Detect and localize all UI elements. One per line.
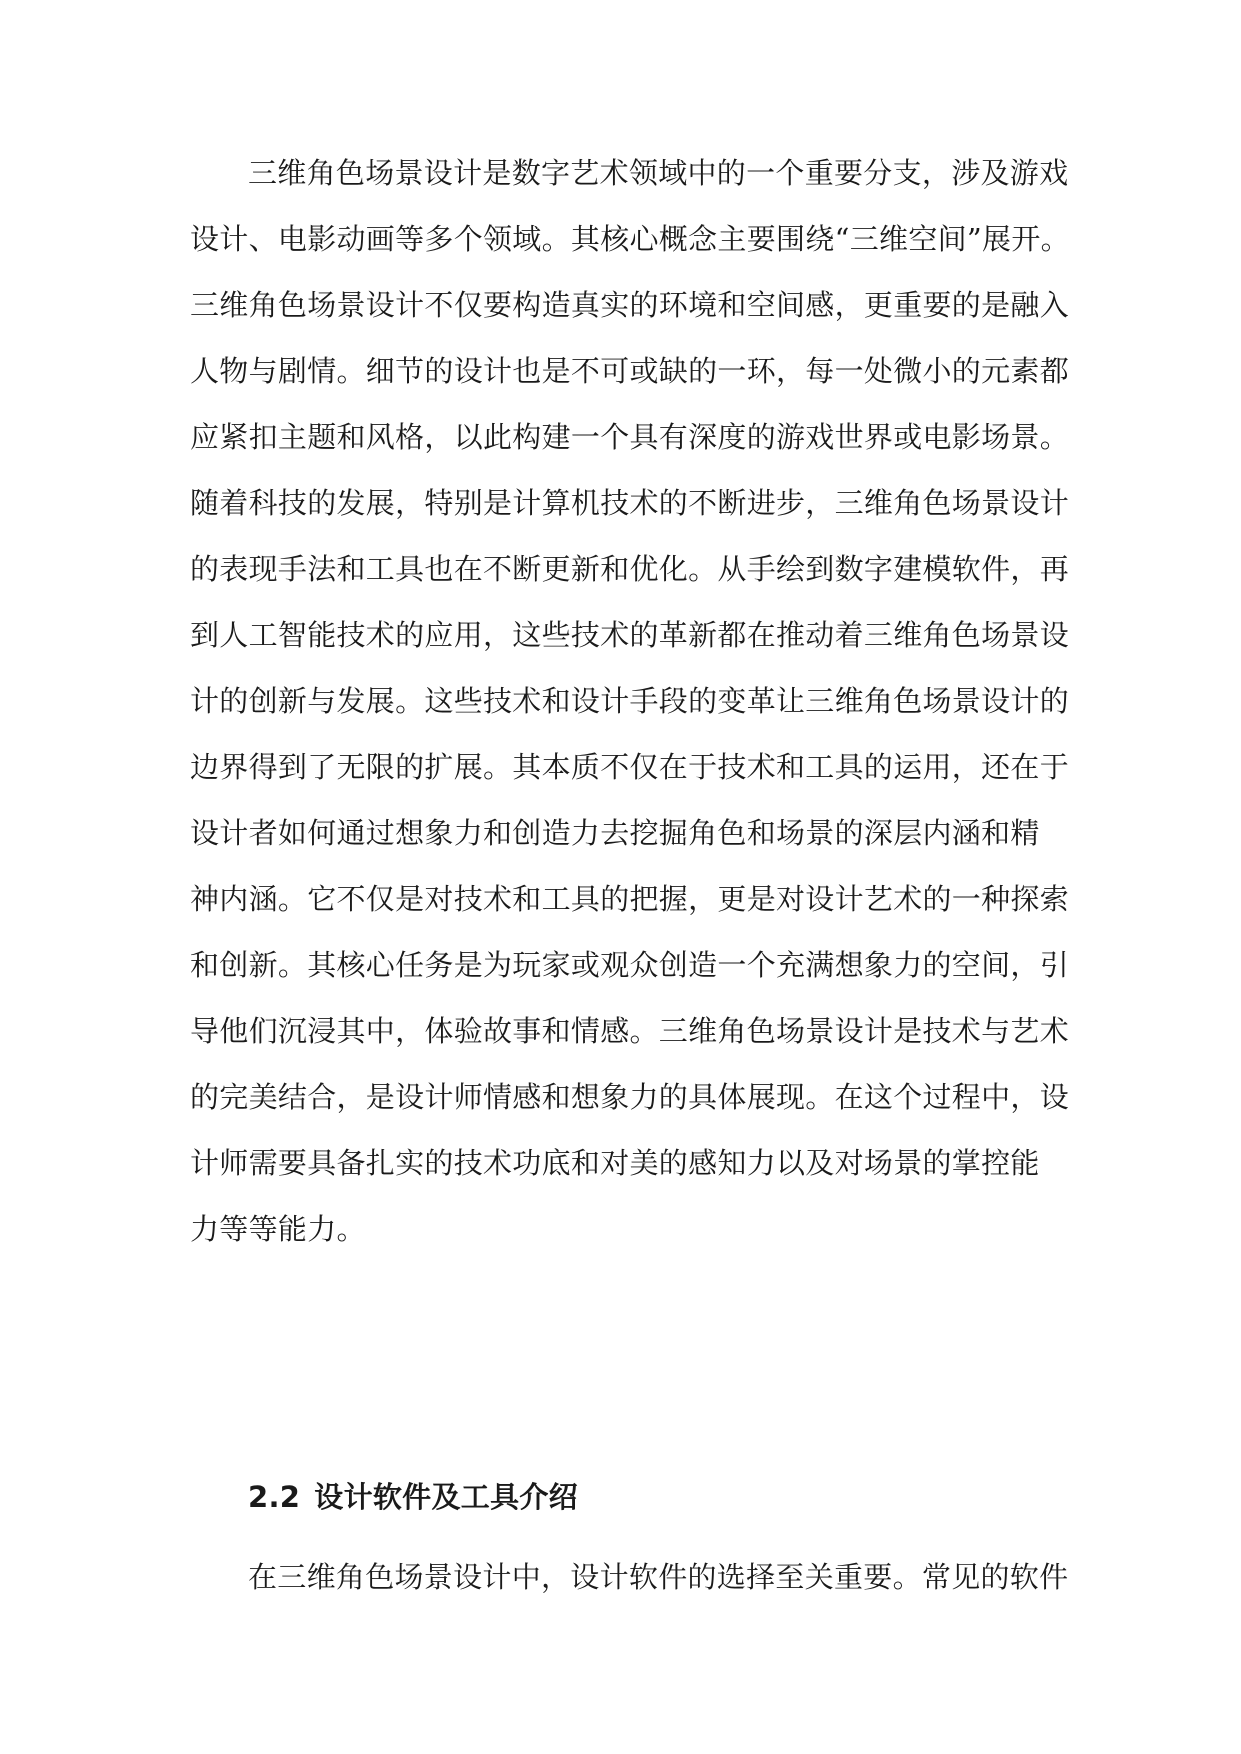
body-paragraph-2: 在三维角色场景设计中，设计软件的选择至关重要。常见的软件 (248, 1560, 1069, 1594)
paragraph-line: 随着科技的发展，特别是计算机技术的不断进步，三维角色场景设计 (190, 486, 1070, 520)
paragraph-line: 神内涵。它不仅是对技术和工具的把握，更是对设计艺术的一种探索 (190, 882, 1070, 916)
body-paragraph-1 (190, 148, 1070, 1270)
section-title: 设计软件及工具介绍 (314, 1480, 578, 1514)
paragraph-line: 到人工智能技术的应用，这些技术的革新都在推动着三维角色场景设 (190, 618, 1070, 652)
paragraph-line: 和创新。其核心任务是为玩家或观众创造一个充满想象力的空间，引 (190, 948, 1070, 982)
paragraph-line: 三维角色场景设计不仅要构造真实的环境和空间感，更重要的是融入 (190, 288, 1070, 322)
section-heading (248, 1472, 578, 1522)
paragraph-line: 三维角色场景设计是数字艺术领域中的一个重要分支，涉及游戏 (248, 156, 1069, 190)
paragraph-line: 计师需要具备扎实的技术功底和对美的感知力以及对场景的掌控能 (190, 1146, 1040, 1180)
paragraph-line: 的完美结合，是设计师情感和想象力的具体展现。在这个过程中，设 (190, 1080, 1070, 1114)
paragraph-line: 应紧扣主题和风格，以此构建一个具有深度的游戏世界或电影场景。 (190, 420, 1070, 454)
paragraph-line: 设计、电影动画等多个领域。其核心概念主要围绕“三维空间”展开。 (190, 222, 1070, 256)
paragraph-line: 的表现手法和工具也在不断更新和优化。从手绘到数字建模软件，再 (190, 552, 1070, 586)
paragraph-line: 导他们沉浸其中，体验故事和情感。三维角色场景设计是技术与艺术 (190, 1014, 1070, 1048)
paragraph-line: 人物与剧情。细节的设计也是不可或缺的一环，每一处微小的元素都 (190, 354, 1070, 388)
paragraph-line: 边界得到了无限的扩展。其本质不仅在于技术和工具的运用，还在于 (190, 750, 1070, 784)
paragraph-line: 设计者如何通过想象力和创造力去挖掘角色和场景的深层内涵和精 (190, 816, 1040, 850)
section-number: 2.2 (248, 1480, 301, 1514)
paragraph-line: 力等等能力。 (190, 1212, 366, 1246)
paragraph-line: 计的创新与发展。这些技术和设计手段的变革让三维角色场景设计的 (190, 684, 1070, 718)
